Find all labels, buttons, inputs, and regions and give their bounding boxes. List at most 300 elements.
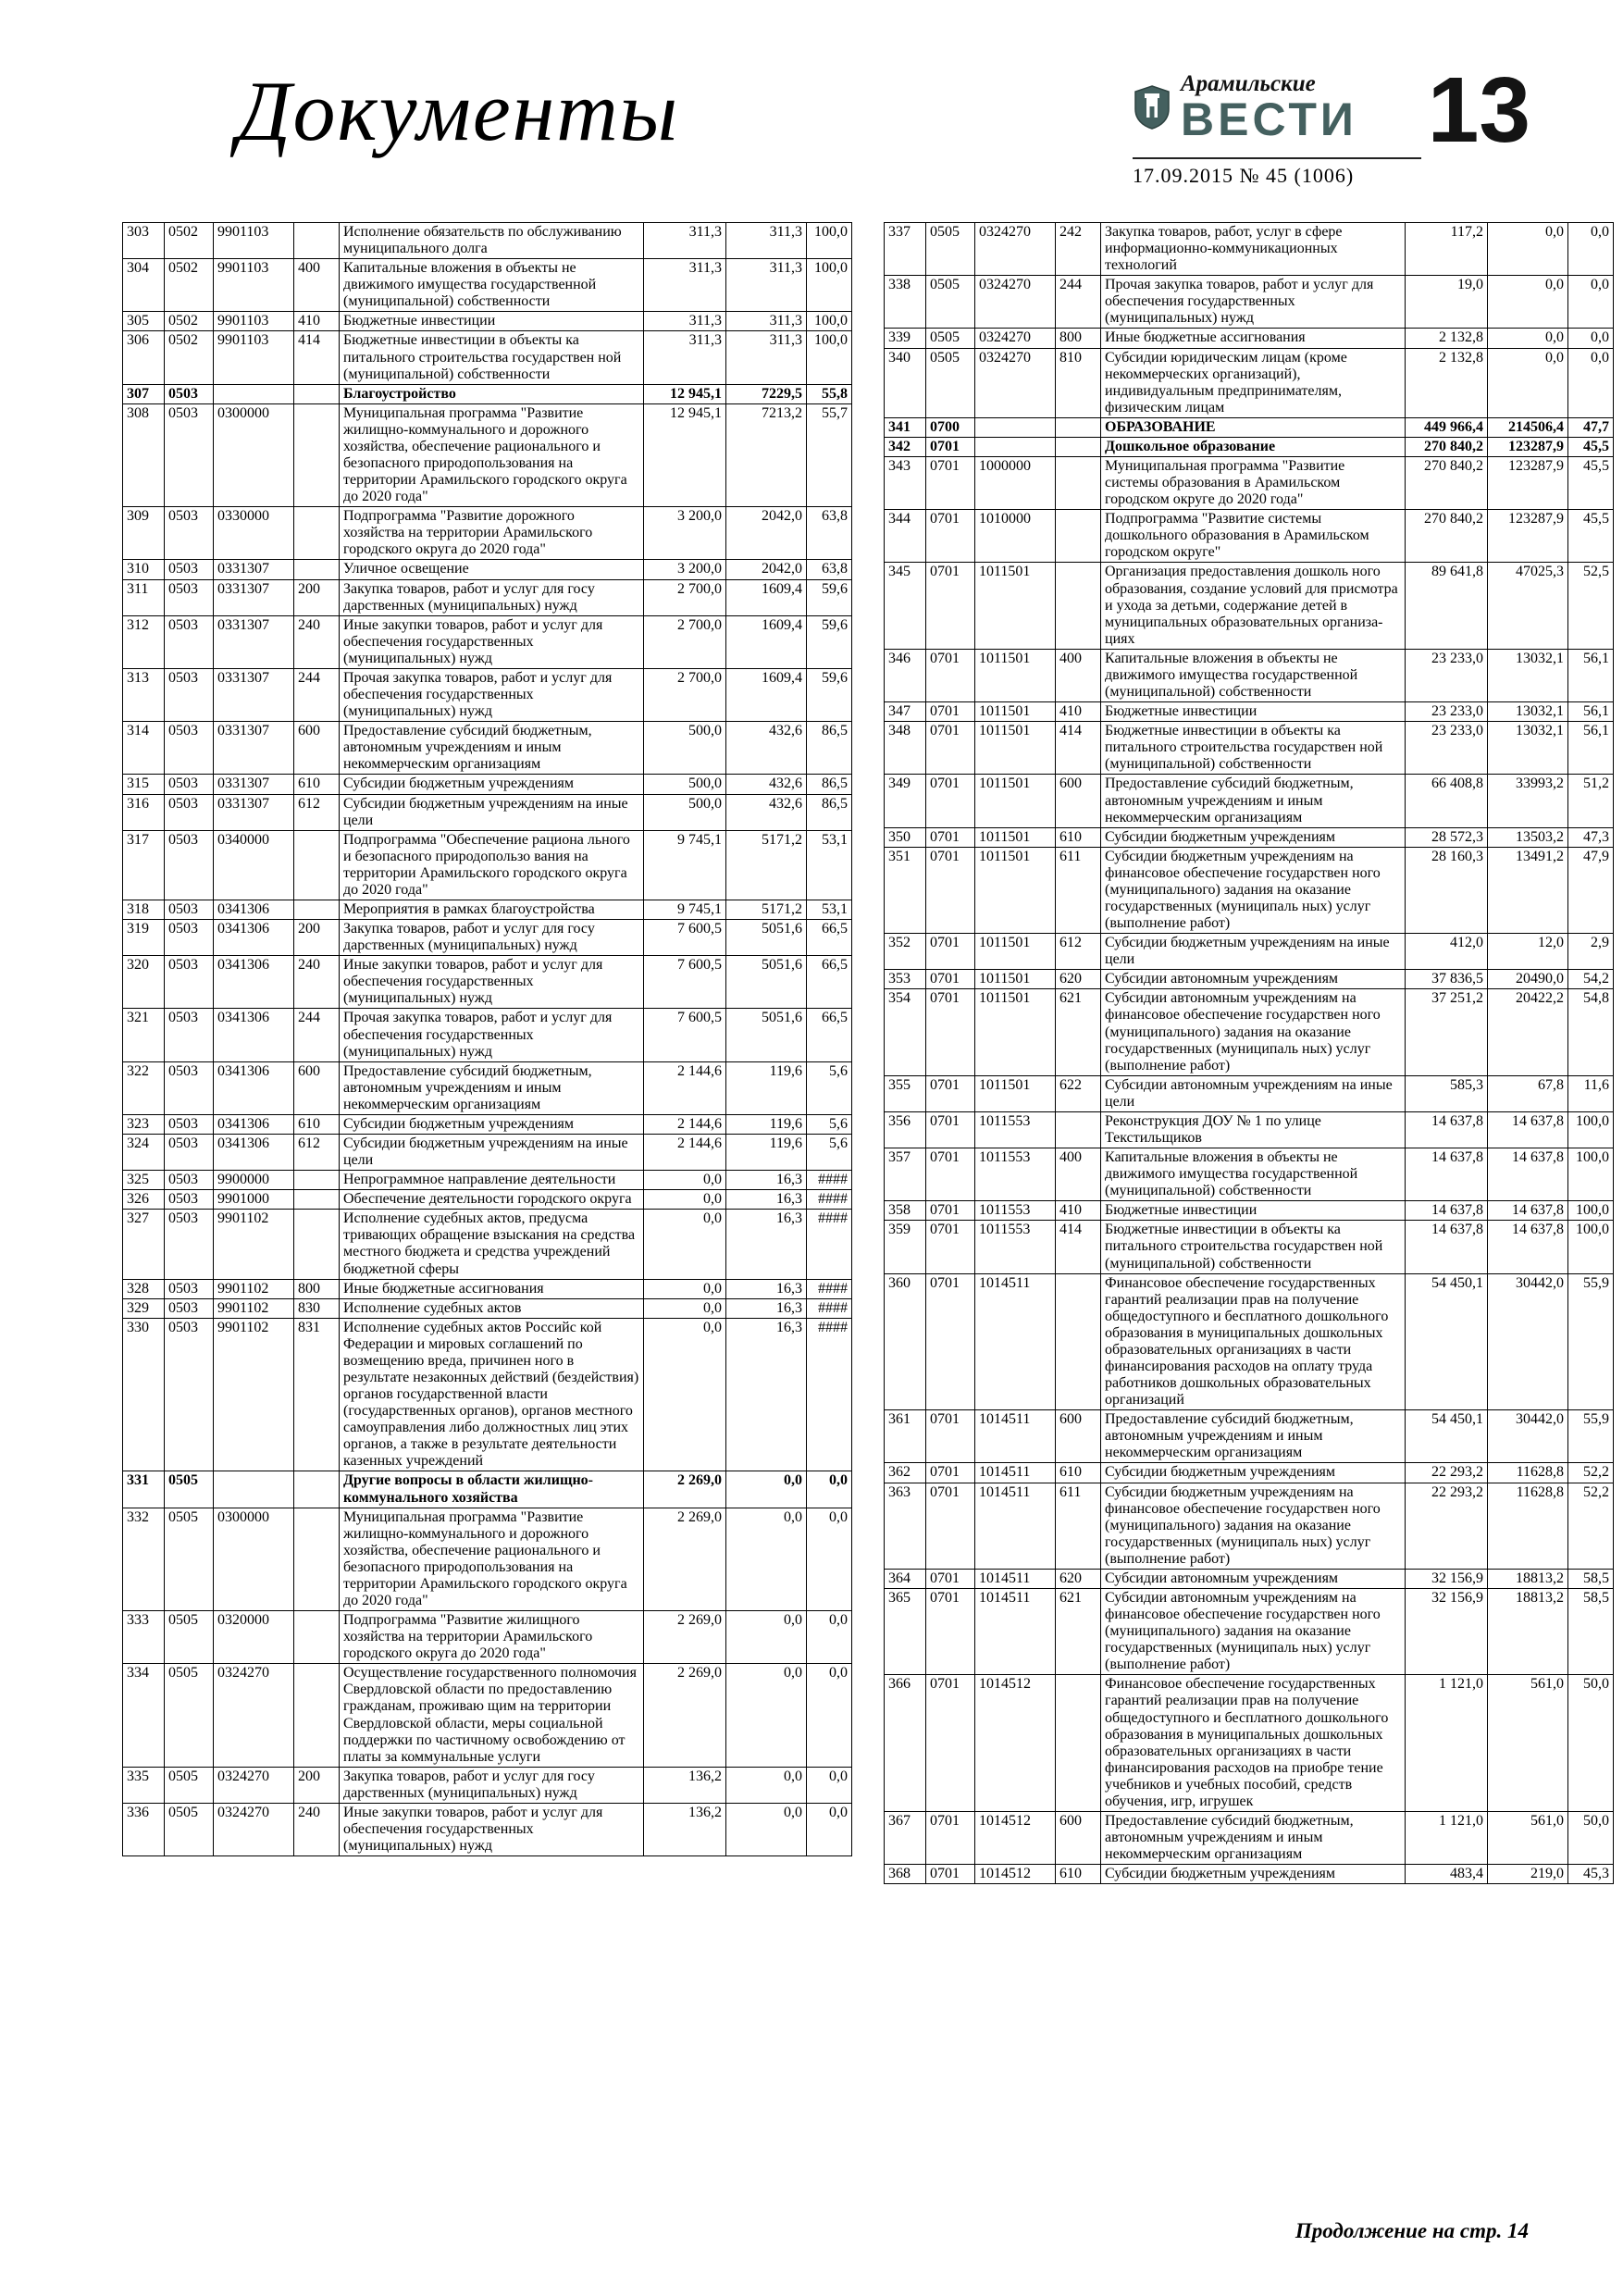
- row-number-cell: 315: [123, 775, 165, 794]
- name-cell: Субсидии юридическим лицам (кроме некоммерческих организаций), индивидуальным предпринимателям, физическим лицам: [1101, 348, 1406, 417]
- name-cell: Бюджетные инвестиции: [1101, 702, 1406, 722]
- section-code-cell: 0701: [926, 934, 975, 970]
- target-article-cell: 9901102: [214, 1318, 294, 1471]
- expense-type-cell: 244: [1056, 276, 1101, 329]
- target-article-cell: 1011501: [975, 989, 1056, 1075]
- row-number-cell: 349: [885, 775, 926, 827]
- approved-amount-cell: 2 132,8: [1406, 348, 1488, 417]
- expense-type-cell: 400: [1056, 649, 1101, 701]
- section-code-cell: 0701: [926, 1148, 975, 1201]
- section-code-cell: 0503: [165, 579, 214, 615]
- continuation-note: Продолжение на стр. 14: [1295, 2219, 1529, 2242]
- row-number-cell: 363: [885, 1483, 926, 1569]
- approved-amount-cell: 2 700,0: [644, 615, 726, 668]
- executed-amount-cell: 14 637,8: [1488, 1111, 1568, 1148]
- executed-amount-cell: 13032,1: [1488, 702, 1568, 722]
- expense-type-cell: 810: [1056, 348, 1101, 417]
- percent-cell: 0,0: [807, 1803, 852, 1855]
- percent-cell: 100,0: [1568, 1201, 1614, 1221]
- approved-amount-cell: 19,0: [1406, 276, 1488, 329]
- percent-cell: 55,9: [1568, 1273, 1614, 1410]
- name-cell: Муниципальная программа "Развитие системы образования в Арамильском городском округе до 2020 года": [1101, 457, 1406, 510]
- executed-amount-cell: 16,3: [726, 1318, 807, 1471]
- name-cell: Субсидии бюджетным учреждениям на финансовое обеспечение государствен ного (муниципального) задания на оказание государственных (муниципаль ных) услуг (выполнение работ): [1101, 847, 1406, 933]
- expense-type-cell: 240: [294, 1803, 340, 1855]
- table-row: [885, 223, 1614, 276]
- table-row: [123, 579, 852, 615]
- target-article-cell: 0331307: [214, 722, 294, 775]
- percent-cell: 86,5: [807, 794, 852, 830]
- percent-cell: 0,0: [807, 1508, 852, 1610]
- approved-amount-cell: 66 408,8: [1406, 775, 1488, 827]
- table-row: [885, 649, 1614, 701]
- executed-amount-cell: 16,3: [726, 1171, 807, 1190]
- percent-cell: 11,6: [1568, 1075, 1614, 1111]
- expense-type-cell: 611: [1056, 847, 1101, 933]
- expense-type-cell: 600: [294, 1061, 340, 1114]
- section-code-cell: 0505: [926, 329, 975, 348]
- row-number-cell: 344: [885, 510, 926, 563]
- percent-cell: 5,6: [807, 1114, 852, 1134]
- row-number-cell: 319: [123, 920, 165, 956]
- percent-cell: 59,6: [807, 579, 852, 615]
- section-code-cell: 0701: [926, 722, 975, 775]
- executed-amount-cell: 18813,2: [1488, 1569, 1568, 1588]
- expense-type-cell: 600: [1056, 1812, 1101, 1865]
- executed-amount-cell: 214506,4: [1488, 417, 1568, 437]
- newspaper-logo: [1133, 71, 1357, 146]
- approved-amount-cell: 9 745,1: [644, 830, 726, 900]
- row-number-cell: 312: [123, 615, 165, 668]
- expense-type-cell: 610: [1056, 1865, 1101, 1884]
- expense-type-cell: 400: [1056, 1148, 1101, 1201]
- row-number-cell: 321: [123, 1009, 165, 1061]
- percent-cell: ####: [807, 1318, 852, 1471]
- approved-amount-cell: 14 637,8: [1406, 1201, 1488, 1221]
- executed-amount-cell: 67,8: [1488, 1075, 1568, 1111]
- approved-amount-cell: 449 966,4: [1406, 417, 1488, 437]
- expense-type-cell: 244: [294, 668, 340, 721]
- target-article-cell: 9901103: [214, 223, 294, 259]
- brand-name-main: ВЕСТИ: [1181, 93, 1357, 146]
- table-row: [885, 1410, 1614, 1463]
- row-number-cell: 361: [885, 1410, 926, 1463]
- target-article-cell: 0341306: [214, 1134, 294, 1170]
- expense-type-cell: 600: [1056, 775, 1101, 827]
- table-row: [885, 970, 1614, 989]
- expense-type-cell: [294, 1210, 340, 1279]
- executed-amount-cell: 0,0: [1488, 223, 1568, 276]
- table-row: [123, 560, 852, 579]
- row-number-cell: 354: [885, 989, 926, 1075]
- section-code-cell: 0505: [165, 1508, 214, 1610]
- executed-amount-cell: 1609,4: [726, 615, 807, 668]
- row-number-cell: 346: [885, 649, 926, 701]
- approved-amount-cell: 311,3: [644, 259, 726, 312]
- row-number-cell: 313: [123, 668, 165, 721]
- approved-amount-cell: 270 840,2: [1406, 437, 1488, 456]
- executed-amount-cell: 14 637,8: [1488, 1221, 1568, 1273]
- expense-type-cell: [1056, 417, 1101, 437]
- approved-amount-cell: 2 269,0: [644, 1508, 726, 1610]
- executed-amount-cell: 2042,0: [726, 560, 807, 579]
- section-code-cell: 0701: [926, 970, 975, 989]
- name-cell: Иные бюджетные ассигнования: [1101, 329, 1406, 348]
- expense-type-cell: [294, 1190, 340, 1210]
- percent-cell: ####: [807, 1171, 852, 1190]
- executed-amount-cell: 30442,0: [1488, 1410, 1568, 1463]
- approved-amount-cell: 500,0: [644, 794, 726, 830]
- row-number-cell: 355: [885, 1075, 926, 1111]
- executed-amount-cell: 30442,0: [1488, 1273, 1568, 1410]
- executed-amount-cell: 0,0: [726, 1508, 807, 1610]
- executed-amount-cell: 1609,4: [726, 668, 807, 721]
- name-cell: Мероприятия в рамках благоустройства: [340, 900, 644, 919]
- name-cell: Бюджетные инвестиции в объекты ка питального строительства государствен ной (муниципальной) собственности: [1101, 1221, 1406, 1273]
- approved-amount-cell: 2 269,0: [644, 1611, 726, 1664]
- percent-cell: 100,0: [807, 312, 852, 331]
- percent-cell: 54,8: [1568, 989, 1614, 1075]
- table-row: [885, 827, 1614, 847]
- target-article-cell: 9901103: [214, 259, 294, 312]
- percent-cell: 47,3: [1568, 827, 1614, 847]
- table-row: [123, 1009, 852, 1061]
- executed-amount-cell: 0,0: [1488, 348, 1568, 417]
- table-row: [123, 1471, 852, 1508]
- name-cell: Финансовое обеспечение государственных гарантий реализации прав на получение общедоступного и бесплатного дошкольного образования в муниципальных дошкольных образовательных организациях в части финансирования расходов на оплату труда работников дошкольных образовательных организаций: [1101, 1273, 1406, 1410]
- row-number-cell: 324: [123, 1134, 165, 1170]
- approved-amount-cell: 2 144,6: [644, 1114, 726, 1134]
- expense-type-cell: [1056, 510, 1101, 563]
- approved-amount-cell: 32 156,9: [1406, 1589, 1488, 1675]
- expense-type-cell: 414: [1056, 722, 1101, 775]
- expense-type-cell: [294, 1664, 340, 1767]
- executed-amount-cell: 311,3: [726, 223, 807, 259]
- percent-cell: 66,5: [807, 1009, 852, 1061]
- executed-amount-cell: 311,3: [726, 312, 807, 331]
- target-article-cell: 9900000: [214, 1171, 294, 1190]
- percent-cell: 0,0: [1568, 276, 1614, 329]
- row-number-cell: 330: [123, 1318, 165, 1471]
- target-article-cell: 1014511: [975, 1463, 1056, 1483]
- executed-amount-cell: 0,0: [726, 1664, 807, 1767]
- row-number-cell: 331: [123, 1471, 165, 1508]
- name-cell: Субсидии бюджетным учреждениям: [340, 775, 644, 794]
- table-row: [123, 384, 852, 403]
- percent-cell: 45,5: [1568, 437, 1614, 456]
- table-row: [885, 1221, 1614, 1273]
- table-row: [123, 223, 852, 259]
- row-number-cell: 304: [123, 259, 165, 312]
- percent-cell: 55,9: [1568, 1410, 1614, 1463]
- executed-amount-cell: 13032,1: [1488, 649, 1568, 701]
- executed-amount-cell: 5051,6: [726, 1009, 807, 1061]
- table-row: [123, 1508, 852, 1610]
- executed-amount-cell: 13032,1: [1488, 722, 1568, 775]
- row-number-cell: 345: [885, 563, 926, 649]
- section-code-cell: 0503: [165, 830, 214, 900]
- approved-amount-cell: 483,4: [1406, 1865, 1488, 1884]
- target-article-cell: 0331307: [214, 579, 294, 615]
- percent-cell: 0,0: [1568, 348, 1614, 417]
- expense-type-cell: [294, 900, 340, 919]
- row-number-cell: 303: [123, 223, 165, 259]
- name-cell: Финансовое обеспечение государственных гарантий реализации прав на получение общедоступного и бесплатного дошкольного образования в муниципальных дошкольных образовательных организациях в части финансирования расходов на приобре тение учебников и учебных пособий, средств обучения, игр, игрушек: [1101, 1675, 1406, 1812]
- section-code-cell: 0503: [165, 668, 214, 721]
- approved-amount-cell: 117,2: [1406, 223, 1488, 276]
- approved-amount-cell: 270 840,2: [1406, 510, 1488, 563]
- executed-amount-cell: 14 637,8: [1488, 1201, 1568, 1221]
- expense-type-cell: 244: [294, 1009, 340, 1061]
- executed-amount-cell: 13503,2: [1488, 827, 1568, 847]
- percent-cell: 56,1: [1568, 722, 1614, 775]
- name-cell: Субсидии автономным учреждениям: [1101, 1569, 1406, 1588]
- approved-amount-cell: 412,0: [1406, 934, 1488, 970]
- section-code-cell: 0701: [926, 847, 975, 933]
- table-row: [885, 1589, 1614, 1675]
- row-number-cell: 350: [885, 827, 926, 847]
- name-cell: Исполнение обязательств по обслуживанию муниципального долга: [340, 223, 644, 259]
- section-code-cell: 0701: [926, 827, 975, 847]
- percent-cell: 58,5: [1568, 1569, 1614, 1588]
- section-code-cell: 0503: [165, 1298, 214, 1318]
- executed-amount-cell: 311,3: [726, 331, 807, 384]
- target-article-cell: [214, 384, 294, 403]
- target-article-cell: 9901000: [214, 1190, 294, 1210]
- target-article-cell: 1011501: [975, 775, 1056, 827]
- section-code-cell: 0503: [165, 775, 214, 794]
- expense-type-cell: 200: [294, 1767, 340, 1803]
- table-row: [885, 457, 1614, 510]
- name-cell: Иные бюджетные ассигнования: [340, 1279, 644, 1298]
- executed-amount-cell: 5051,6: [726, 920, 807, 956]
- approved-amount-cell: 28 160,3: [1406, 847, 1488, 933]
- row-number-cell: 362: [885, 1463, 926, 1483]
- target-article-cell: 1011501: [975, 1075, 1056, 1111]
- row-number-cell: 310: [123, 560, 165, 579]
- percent-cell: 55,8: [807, 384, 852, 403]
- row-number-cell: 328: [123, 1279, 165, 1298]
- target-article-cell: 0324270: [975, 223, 1056, 276]
- percent-cell: 54,2: [1568, 970, 1614, 989]
- expense-type-cell: 410: [1056, 702, 1101, 722]
- table-row: [123, 615, 852, 668]
- executed-amount-cell: 20490,0: [1488, 970, 1568, 989]
- percent-cell: 52,5: [1568, 563, 1614, 649]
- masthead: [1133, 58, 1530, 188]
- expense-type-cell: [294, 507, 340, 560]
- expense-type-cell: 414: [1056, 1221, 1101, 1273]
- table-row: [885, 329, 1614, 348]
- expense-type-cell: 621: [1056, 989, 1101, 1075]
- expense-type-cell: [1056, 457, 1101, 510]
- target-article-cell: 0320000: [214, 1611, 294, 1664]
- percent-cell: ####: [807, 1298, 852, 1318]
- section-code-cell: 0505: [165, 1803, 214, 1855]
- table-row: [885, 989, 1614, 1075]
- brand-name-top: Арамильские: [1181, 71, 1316, 96]
- row-number-cell: 332: [123, 1508, 165, 1610]
- table-row: [123, 956, 852, 1009]
- expense-type-cell: 620: [1056, 970, 1101, 989]
- expense-type-cell: 800: [294, 1279, 340, 1298]
- row-number-cell: 308: [123, 403, 165, 506]
- table-row: [123, 722, 852, 775]
- approved-amount-cell: 22 293,2: [1406, 1463, 1488, 1483]
- name-cell: Осуществление государственного полномочия Свердловской области по предоставлению гражданам, проживаю щим на территории Свердловской области, меры социальной поддержки по частичному освобождению от платы за коммунальные услуги: [340, 1664, 644, 1767]
- section-code-cell: 0505: [165, 1664, 214, 1767]
- section-code-cell: 0701: [926, 1273, 975, 1410]
- executed-amount-cell: 16,3: [726, 1210, 807, 1279]
- target-article-cell: 1011501: [975, 649, 1056, 701]
- table-row: [885, 702, 1614, 722]
- name-cell: Субсидии автономным учреждениям на финансовое обеспечение государствен ного (муниципального) задания на оказание государственных (муниципаль ных) услуг (выполнение работ): [1101, 989, 1406, 1075]
- name-cell: Прочая закупка товаров, работ и услуг для обеспечения государственных (муниципальных) нужд: [340, 668, 644, 721]
- executed-amount-cell: 33993,2: [1488, 775, 1568, 827]
- table-row: [885, 1569, 1614, 1588]
- percent-cell: 45,3: [1568, 1865, 1614, 1884]
- approved-amount-cell: 2 144,6: [644, 1134, 726, 1170]
- executed-amount-cell: 0,0: [1488, 276, 1568, 329]
- name-cell: Субсидии бюджетным учреждениям: [1101, 1463, 1406, 1483]
- target-article-cell: 9901102: [214, 1210, 294, 1279]
- expense-type-cell: 830: [294, 1298, 340, 1318]
- table-row: [885, 1483, 1614, 1569]
- section-code-cell: 0701: [926, 702, 975, 722]
- name-cell: Муниципальная программа "Развитие жилищно-коммунального и дорожного хозяйства, обеспечение рационального и безопасного природопользования на территории Арамильского городского округа до 2020 года": [340, 403, 644, 506]
- percent-cell: 52,2: [1568, 1463, 1614, 1483]
- table-row: [123, 830, 852, 900]
- name-cell: Организация предоставления дошколь ного образования, создание условий для присмотра и ухода за детьми, содержание детей в муниципальных образовательных организациях: [1101, 563, 1406, 649]
- expense-type-cell: 242: [1056, 223, 1101, 276]
- name-cell: Подпрограмма "Развитие системы дошкольного образования в Арамильском городском округе": [1101, 510, 1406, 563]
- name-cell: Обеспечение деятельности городского округа: [340, 1190, 644, 1210]
- approved-amount-cell: 136,2: [644, 1767, 726, 1803]
- approved-amount-cell: 585,3: [1406, 1075, 1488, 1111]
- executed-amount-cell: 18813,2: [1488, 1589, 1568, 1675]
- percent-cell: 56,1: [1568, 702, 1614, 722]
- section-code-cell: 0503: [165, 1134, 214, 1170]
- executed-amount-cell: 0,0: [726, 1471, 807, 1508]
- approved-amount-cell: 0,0: [644, 1190, 726, 1210]
- target-article-cell: 0324270: [975, 276, 1056, 329]
- row-number-cell: 335: [123, 1767, 165, 1803]
- expense-type-cell: 610: [294, 775, 340, 794]
- target-article-cell: 1011501: [975, 827, 1056, 847]
- executed-amount-cell: 123287,9: [1488, 437, 1568, 456]
- target-article-cell: 1011501: [975, 722, 1056, 775]
- target-article-cell: 1014511: [975, 1589, 1056, 1675]
- section-code-cell: 0701: [926, 1865, 975, 1884]
- executed-amount-cell: 119,6: [726, 1114, 807, 1134]
- table-row: [885, 1865, 1614, 1884]
- approved-amount-cell: 22 293,2: [1406, 1483, 1488, 1569]
- table-row: [123, 331, 852, 384]
- name-cell: Закупка товаров, работ и услуг для госу дарственных (муниципальных) нужд: [340, 1767, 644, 1803]
- section-code-cell: 0701: [926, 1675, 975, 1812]
- percent-cell: 59,6: [807, 668, 852, 721]
- name-cell: Другие вопросы в области жилищно-коммунального хозяйства: [340, 1471, 644, 1508]
- approved-amount-cell: 7 600,5: [644, 920, 726, 956]
- row-number-cell: 317: [123, 830, 165, 900]
- table-row: [123, 775, 852, 794]
- target-article-cell: 1014511: [975, 1410, 1056, 1463]
- percent-cell: ####: [807, 1279, 852, 1298]
- table-row: [885, 775, 1614, 827]
- row-number-cell: 336: [123, 1803, 165, 1855]
- table-row: [123, 1114, 852, 1134]
- name-cell: Предоставление субсидий бюджетным, автономным учреждениям и иным некоммерческим организациям: [340, 722, 644, 775]
- percent-cell: 100,0: [1568, 1221, 1614, 1273]
- approved-amount-cell: 2 700,0: [644, 668, 726, 721]
- name-cell: Закупка товаров, работ, услуг в сфере информационно-коммуникационных технологий: [1101, 223, 1406, 276]
- section-code-cell: 0502: [165, 259, 214, 312]
- row-number-cell: 348: [885, 722, 926, 775]
- section-code-cell: 0503: [165, 1210, 214, 1279]
- expense-type-cell: 410: [1056, 1201, 1101, 1221]
- expense-type-cell: 612: [294, 794, 340, 830]
- row-number-cell: 351: [885, 847, 926, 933]
- row-number-cell: 368: [885, 1865, 926, 1884]
- issue-date-line: 17.09.2015 № 45 (1006): [1133, 157, 1421, 188]
- row-number-cell: 359: [885, 1221, 926, 1273]
- name-cell: Субсидии автономным учреждениям на иные цели: [1101, 1075, 1406, 1111]
- expense-type-cell: 240: [294, 615, 340, 668]
- table-row: [885, 1675, 1614, 1812]
- row-number-cell: 356: [885, 1111, 926, 1148]
- table-row: [123, 794, 852, 830]
- section-code-cell: 0701: [926, 1812, 975, 1865]
- target-article-cell: 0331307: [214, 668, 294, 721]
- percent-cell: 47,9: [1568, 847, 1614, 933]
- table-row: [123, 900, 852, 919]
- target-article-cell: 0341306: [214, 1009, 294, 1061]
- executed-amount-cell: 123287,9: [1488, 510, 1568, 563]
- expense-type-cell: 200: [294, 579, 340, 615]
- table-row: [123, 1190, 852, 1210]
- section-code-cell: 0503: [165, 560, 214, 579]
- expense-type-cell: [1056, 1111, 1101, 1148]
- section-code-cell: 0701: [926, 1483, 975, 1569]
- percent-cell: 100,0: [1568, 1148, 1614, 1201]
- name-cell: Капитальные вложения в объекты не движимого имущества государственной (муниципальной) собственности: [1101, 1148, 1406, 1201]
- executed-amount-cell: 0,0: [1488, 329, 1568, 348]
- name-cell: Бюджетные инвестиции в объекты ка питального строительства государствен ной (муниципальной) собственности: [1101, 722, 1406, 775]
- approved-amount-cell: 136,2: [644, 1803, 726, 1855]
- name-cell: Благоустройство: [340, 384, 644, 403]
- row-number-cell: 309: [123, 507, 165, 560]
- name-cell: Прочая закупка товаров, работ и услуг для обеспечения государственных (муниципальных) нужд: [340, 1009, 644, 1061]
- target-article-cell: 1010000: [975, 510, 1056, 563]
- executed-amount-cell: 432,6: [726, 794, 807, 830]
- executed-amount-cell: 119,6: [726, 1134, 807, 1170]
- executed-amount-cell: 7213,2: [726, 403, 807, 506]
- approved-amount-cell: 54 450,1: [1406, 1410, 1488, 1463]
- section-code-cell: 0503: [165, 403, 214, 506]
- percent-cell: 66,5: [807, 920, 852, 956]
- table-row: [885, 1463, 1614, 1483]
- table-row: [123, 403, 852, 506]
- row-number-cell: 347: [885, 702, 926, 722]
- expense-type-cell: 611: [1056, 1483, 1101, 1569]
- expense-type-cell: [1056, 1675, 1101, 1812]
- table-row: [123, 668, 852, 721]
- target-article-cell: 1011501: [975, 847, 1056, 933]
- name-cell: Субсидии бюджетным учреждениям: [1101, 1865, 1406, 1884]
- target-article-cell: 0341306: [214, 900, 294, 919]
- target-article-cell: 0324270: [214, 1803, 294, 1855]
- target-article-cell: 0341306: [214, 1061, 294, 1114]
